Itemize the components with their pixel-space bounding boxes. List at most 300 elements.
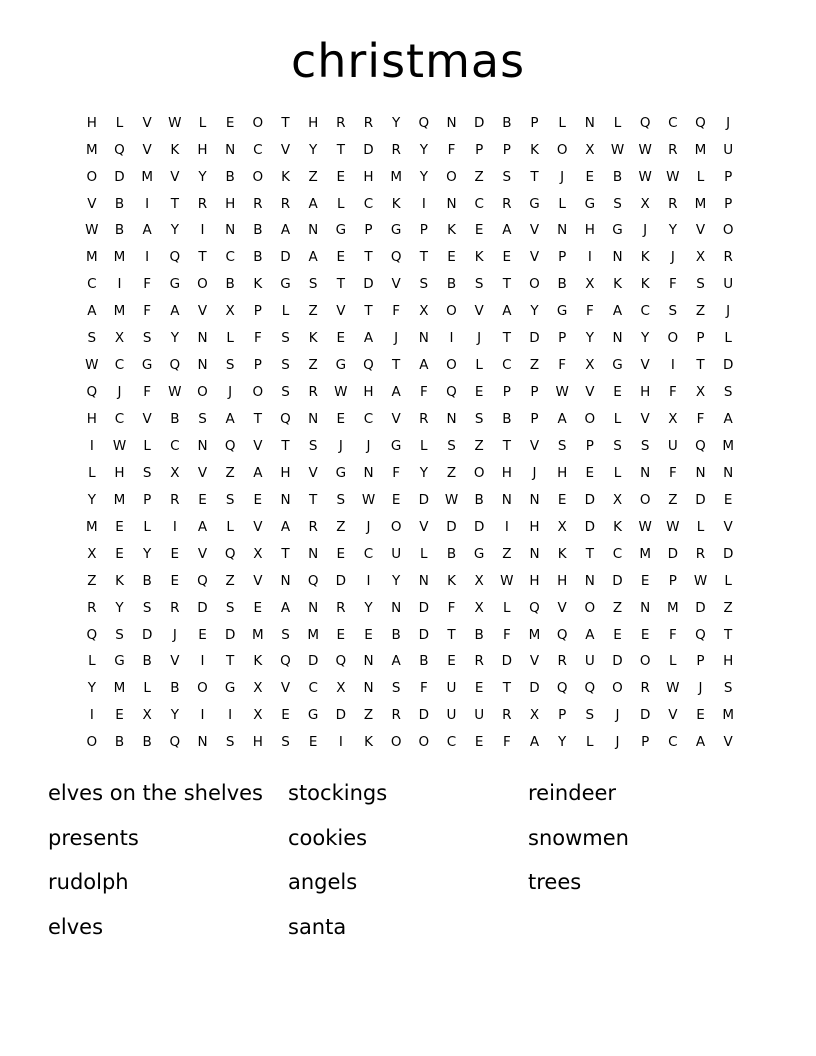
grid-letter: L [669, 653, 677, 670]
grid-letter: R [170, 491, 180, 508]
grid-letter: O [529, 276, 540, 293]
grid-letter: T [447, 626, 456, 643]
word-list-item: rudolph [48, 870, 129, 894]
grid-letter: F [668, 626, 677, 643]
grid-letter: X [336, 680, 346, 697]
grid-letter: L [724, 572, 732, 589]
grid-letter: T [502, 437, 511, 454]
grid-letter: Y [419, 464, 428, 481]
grid-letter: J [366, 437, 371, 454]
grid-letter: M [390, 168, 402, 185]
grid-letter: V [640, 411, 650, 428]
grid-letter: B [612, 168, 623, 185]
grid-letter: V [529, 653, 540, 670]
grid-letter: A [502, 303, 512, 320]
grid-letter: J [117, 384, 122, 401]
grid-letter: G [612, 357, 623, 374]
grid-letter: S [225, 599, 235, 616]
grid-letter: L [696, 168, 705, 185]
grid-letter: X [557, 518, 567, 535]
grid-letter: G [556, 303, 568, 320]
grid-letter: V [197, 303, 208, 320]
grid-letter: H [501, 464, 512, 481]
grid-letter: W [500, 572, 514, 589]
grid-letter: C [308, 680, 318, 697]
grid-letter: V [308, 464, 318, 481]
grid-letter: Y [198, 168, 207, 185]
grid-letter: Z [723, 599, 733, 616]
grid-letter: W [666, 518, 680, 535]
grid-letter: L [696, 518, 705, 535]
grid-letter: R [253, 195, 263, 212]
grid-letter: J [643, 222, 648, 239]
grid-letter: V [336, 303, 346, 320]
grid-letter: P [668, 572, 677, 589]
grid-letter: S [474, 276, 484, 293]
grid-letter: V [474, 303, 484, 320]
grid-letter: E [336, 249, 346, 266]
grid-letter: E [253, 491, 263, 508]
grid-letter: S [198, 411, 207, 428]
grid-letter: C [114, 411, 125, 428]
grid-letter: G [141, 357, 153, 374]
grid-letter: N [695, 464, 706, 481]
grid-letter: F [143, 303, 152, 320]
grid-letter: K [557, 545, 567, 562]
grid-letter: K [308, 330, 318, 347]
grid-letter: D [363, 276, 374, 293]
grid-letter: M [722, 437, 734, 454]
grid-letter: R [280, 195, 291, 212]
grid-letter: E [640, 626, 650, 643]
grid-letter: P [558, 249, 567, 266]
grid-letter: P [253, 303, 262, 320]
grid-letter: R [391, 141, 401, 158]
grid-letter: L [143, 518, 151, 535]
grid-letter: E [613, 384, 622, 401]
grid-letter: X [585, 141, 595, 158]
grid-letter: N [612, 249, 623, 266]
grid-letter: E [336, 626, 346, 643]
grid-letter: K [170, 141, 180, 158]
grid-letter: C [363, 545, 374, 562]
grid-letter: V [529, 249, 540, 266]
grid-letter: P [724, 195, 733, 212]
grid-letter: Q [280, 411, 291, 428]
grid-letter: C [668, 114, 678, 131]
grid-letter: S [281, 626, 290, 643]
grid-letter: R [419, 411, 429, 428]
grid-letter: Y [419, 141, 428, 158]
grid-letter: L [420, 545, 428, 562]
page-title: christmas [290, 34, 526, 88]
grid-letter: E [585, 168, 595, 185]
word-list-item: stockings [288, 781, 388, 805]
grid-letter: N [529, 491, 540, 508]
grid-letter: J [477, 330, 482, 347]
grid-letter: W [112, 437, 127, 454]
grid-letter: B [114, 222, 125, 239]
grid-letter: E [170, 572, 180, 589]
grid-letter: E [225, 114, 235, 131]
grid-letter: M [666, 599, 679, 616]
grid-letter: W [638, 518, 652, 535]
grid-letter: A [308, 249, 318, 266]
grid-letter: L [475, 357, 483, 374]
grid-letter: N [363, 464, 374, 481]
grid-letter: D [473, 518, 485, 535]
grid-letter: E [696, 707, 705, 724]
grid-letter: Q [584, 680, 596, 697]
grid-letter: E [474, 222, 484, 239]
grid-letter: U [723, 276, 734, 293]
grid-letter: B [114, 195, 125, 212]
grid-letter: O [197, 680, 208, 697]
grid-letter: E [336, 545, 346, 562]
grid-letter: K [115, 572, 124, 589]
grid-letter: W [85, 222, 99, 239]
grid-letter: D [612, 653, 623, 670]
grid-letter: O [252, 384, 264, 401]
grid-letter: S [419, 276, 429, 293]
grid-letter: Z [474, 437, 484, 454]
grid-letter: A [308, 195, 318, 212]
grid-letter: V [723, 518, 733, 535]
grid-letter: T [585, 545, 594, 562]
grid-letter: E [115, 545, 124, 562]
grid-letter: C [170, 437, 180, 454]
grid-letter: N [308, 411, 319, 428]
grid-letter: F [143, 384, 152, 401]
grid-letter: B [225, 276, 235, 293]
grid-letter: G [390, 437, 402, 454]
grid-letter: B [446, 276, 457, 293]
grid-letter: Q [335, 653, 347, 670]
grid-letter: A [557, 411, 567, 428]
word-list-item: santa [288, 914, 347, 939]
grid-letter: C [363, 195, 374, 212]
grid-letter: C [114, 357, 125, 374]
grid-letter: N [225, 141, 236, 158]
grid-letter: S [115, 626, 124, 643]
grid-letter: L [586, 734, 594, 751]
grid-letter: E [640, 572, 650, 589]
grid-letter: D [473, 114, 485, 131]
grid-letter: Q [307, 572, 319, 589]
grid-letter: O [446, 357, 457, 374]
grid-letter: L [503, 599, 511, 616]
grid-letter: M [86, 518, 98, 535]
grid-letter: Q [556, 626, 568, 643]
grid-letter: V [585, 384, 595, 401]
grid-letter: K [447, 222, 456, 239]
grid-letter: T [170, 195, 179, 212]
grid-letter: D [529, 330, 540, 347]
grid-letter: K [613, 518, 622, 535]
grid-letter: L [115, 114, 124, 131]
grid-letter: Y [143, 545, 152, 562]
grid-letter: L [558, 114, 566, 131]
grid-letter: I [587, 249, 592, 266]
grid-letter: O [584, 411, 596, 428]
grid-letter: R [391, 707, 401, 724]
grid-letter: O [584, 599, 596, 616]
grid-letter: S [281, 734, 290, 751]
grid-letter: U [584, 653, 595, 670]
grid-letter: N [363, 680, 374, 697]
grid-letter: D [224, 626, 236, 643]
grid-letter: N [197, 330, 208, 347]
grid-letter: X [695, 384, 706, 401]
grid-letter: X [253, 707, 263, 724]
grid-letter: A [87, 303, 97, 320]
grid-letter: J [670, 249, 675, 266]
grid-letter: M [113, 249, 126, 266]
grid-letter: J [560, 168, 565, 185]
grid-letter: J [366, 518, 371, 535]
grid-letter: Z [87, 572, 97, 589]
grid-letter: W [334, 384, 348, 401]
word-list-item: presents [48, 825, 139, 850]
grid-letter: J [726, 114, 731, 131]
grid-letter: P [530, 411, 539, 428]
grid-letter: D [418, 626, 430, 643]
grid-letter: B [502, 114, 512, 131]
grid-letter: W [444, 491, 459, 508]
grid-letter: Z [502, 545, 512, 562]
grid-letter: F [502, 734, 511, 751]
grid-letter: V [640, 357, 650, 374]
grid-letter: R [502, 707, 512, 724]
grid-letter: P [364, 222, 373, 239]
grid-letter: P [724, 168, 733, 185]
grid-letter: V [529, 222, 540, 239]
grid-letter: I [172, 518, 177, 535]
grid-letter: O [86, 734, 98, 751]
grid-letter: W [693, 572, 708, 589]
grid-letter: M [694, 195, 707, 212]
grid-letter: T [502, 276, 511, 293]
grid-letter: V [529, 437, 540, 454]
grid-letter: X [419, 303, 429, 320]
grid-letter: Q [695, 437, 706, 454]
grid-letter: L [558, 195, 566, 212]
grid-letter: E [253, 599, 263, 616]
grid-letter: A [280, 222, 291, 239]
grid-letter: O [446, 168, 457, 185]
grid-letter: S [225, 357, 235, 374]
grid-letter: B [142, 572, 152, 589]
grid-letter: C [225, 249, 235, 266]
grid-letter: A [391, 384, 401, 401]
grid-letter: I [421, 195, 426, 212]
grid-letter: L [226, 330, 234, 347]
grid-letter: M [113, 680, 126, 697]
grid-letter: K [253, 276, 263, 293]
word-list-item: reindeer [528, 781, 617, 805]
grid-letter: P [502, 384, 511, 401]
grid-letter: P [585, 437, 594, 454]
grid-letter: F [558, 357, 567, 374]
grid-letter: Q [169, 734, 181, 751]
grid-letter: Y [392, 572, 401, 589]
grid-letter: S [87, 330, 97, 347]
grid-letter: S [142, 330, 152, 347]
grid-letter: T [336, 276, 345, 293]
grid-letter: S [225, 491, 235, 508]
grid-letter: W [85, 357, 99, 374]
grid-letter: B [502, 411, 512, 428]
grid-letter: D [418, 491, 430, 508]
grid-letter: N [197, 734, 208, 751]
grid-letter: S [308, 276, 318, 293]
grid-letter: C [612, 545, 623, 562]
grid-letter: U [391, 545, 402, 562]
grid-letter: H [252, 734, 263, 751]
grid-letter: E [474, 384, 484, 401]
grid-letter: O [639, 653, 651, 670]
grid-letter: M [86, 141, 98, 158]
grid-letter: A [529, 734, 540, 751]
grid-letter: F [668, 464, 677, 481]
grid-letter: N [418, 330, 429, 347]
grid-letter: Z [612, 599, 623, 616]
grid-letter: D [280, 249, 291, 266]
grid-letter: B [142, 653, 152, 670]
grid-letter: Z [308, 168, 318, 185]
grid-letter: H [640, 384, 651, 401]
grid-letter: M [86, 249, 98, 266]
grid-letter: X [253, 545, 263, 562]
grid-letter: G [612, 222, 623, 239]
grid-letter: E [502, 249, 512, 266]
grid-letter: O [252, 114, 264, 131]
grid-letter: W [168, 114, 182, 131]
grid-letter: P [475, 141, 484, 158]
grid-letter: F [253, 330, 262, 347]
grid-letter: E [447, 653, 456, 670]
grid-letter: B [474, 491, 484, 508]
grid-letter: V [253, 572, 263, 589]
grid-letter: B [170, 411, 180, 428]
grid-letter: O [667, 330, 679, 347]
grid-letter: N [308, 545, 319, 562]
grid-letter: L [198, 114, 207, 131]
grid-letter: E [281, 707, 290, 724]
grid-letter: R [668, 141, 678, 158]
grid-letter: L [143, 680, 151, 697]
grid-letter: L [613, 411, 622, 428]
grid-letter: Y [392, 114, 401, 131]
grid-letter: Y [115, 599, 124, 616]
grid-letter: T [364, 249, 373, 266]
grid-letter: K [447, 572, 456, 589]
grid-letter: T [502, 330, 511, 347]
grid-letter: V [280, 680, 291, 697]
grid-letter: I [338, 734, 343, 751]
grid-letter: T [530, 168, 539, 185]
grid-letter: T [309, 491, 318, 508]
grid-letter: R [723, 249, 733, 266]
grid-letter: M [251, 626, 264, 643]
grid-letter: I [228, 707, 233, 724]
grid-letter: K [474, 249, 484, 266]
grid-letter: A [612, 303, 623, 320]
grid-letter: W [555, 384, 569, 401]
grid-letter: L [337, 195, 345, 212]
grid-letter: H [529, 518, 540, 535]
grid-letter: N [640, 464, 651, 481]
grid-letter: S [502, 168, 512, 185]
grid-letter: R [170, 599, 180, 616]
grid-letter: X [585, 276, 595, 293]
grid-letter: T [724, 626, 733, 643]
grid-letter: O [390, 734, 402, 751]
grid-letter: T [281, 545, 290, 562]
grid-letter: E [336, 168, 346, 185]
grid-letter: T [364, 303, 373, 320]
grid-letter: H [557, 572, 568, 589]
grid-letter: D [446, 518, 457, 535]
grid-letter: T [226, 653, 235, 670]
grid-letter: L [88, 464, 96, 481]
grid-letter: S [225, 734, 235, 751]
grid-letter: Y [87, 680, 96, 697]
grid-letter: Q [695, 626, 706, 643]
grid-letter: X [253, 680, 263, 697]
grid-letter: I [200, 653, 205, 670]
grid-letter: P [419, 222, 428, 239]
grid-letter: K [364, 734, 373, 751]
grid-letter: E [613, 626, 622, 643]
grid-letter: W [361, 491, 376, 508]
grid-letter: M [722, 707, 734, 724]
grid-letter: P [696, 330, 705, 347]
grid-letter: D [695, 491, 706, 508]
grid-letter: Z [225, 464, 235, 481]
grid-letter: Y [668, 222, 677, 239]
grid-letter: E [198, 491, 207, 508]
grid-letter: Q [169, 249, 181, 266]
word-list-column [528, 780, 629, 914]
grid-letter: I [145, 249, 150, 266]
grid-letter: D [639, 707, 651, 724]
grid-letter: D [529, 680, 540, 697]
grid-letter: R [502, 195, 512, 212]
grid-letter: C [446, 734, 457, 751]
grid-letter: H [280, 464, 291, 481]
grid-letter: X [585, 357, 595, 374]
grid-letter: I [200, 222, 205, 239]
grid-letter: B [391, 626, 401, 643]
grid-letter: E [308, 734, 318, 751]
grid-letter: N [446, 411, 457, 428]
grid-letter: G [584, 195, 596, 212]
grid-letter: V [170, 653, 180, 670]
grid-letter: X [170, 464, 180, 481]
grid-letter: K [281, 168, 290, 185]
grid-letter: X [474, 572, 484, 589]
grid-letter: C [363, 411, 374, 428]
grid-letter: Q [446, 384, 457, 401]
grid-letter: M [113, 491, 126, 508]
grid-letter: T [696, 357, 705, 374]
grid-letter: D [363, 141, 374, 158]
grid-letter: J [615, 707, 620, 724]
grid-letter: D [722, 545, 734, 562]
grid-letter: H [529, 572, 540, 589]
grid-letter: V [668, 707, 678, 724]
